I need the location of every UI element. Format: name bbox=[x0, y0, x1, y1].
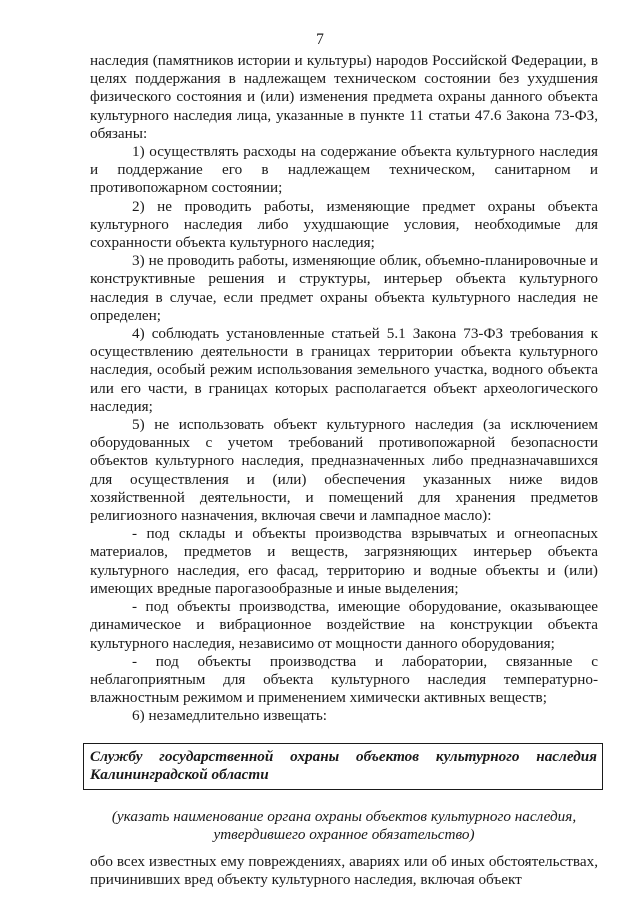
page-number: 7 bbox=[316, 31, 324, 48]
document-body bbox=[90, 52, 598, 890]
obligation-item-2: 2) не проводить работы, изменяющие предмет охраны объекта культурного наследия либо ухудшающие условия, необходимые для сохранности объекта культурного наследия; bbox=[90, 197, 598, 252]
sub-item-laboratories: - под объекты производства и лаборатории, связанные с неблагоприятным для объекта культурного наследия температурно-влажностным режимом и применением химически активных веществ; bbox=[90, 652, 598, 707]
closing-paragraph: обо всех известных ему повреждениях, авариях или об иных обстоятельствах, причинивших вред объекту культурного наследия, включая объект bbox=[90, 853, 598, 889]
authority-field-caption bbox=[90, 808, 598, 844]
obligation-item-6: 6) незамедлительно извещать: bbox=[132, 707, 328, 725]
obligation-item-5: 5) не использовать объект культурного наследия (за исключением оборудованных с учетом требований противопожарной безопасности объектов культурного наследия, предназначенных либо предназначавшихся для осуществления и (или) обеспечения указанных ниже видов хозяйственной деятельности, и помещений для хранения предметов религиозного назначения, включая свечи и лампадное масло): bbox=[90, 416, 598, 525]
authority-caption-line-1: (указать наименование органа охраны объектов культурного наследия, bbox=[111, 807, 577, 825]
sub-item-vibration: - под объекты производства, имеющие оборудование, оказывающее динамическое и вибрационное воздействие на конструкции объекта культурного наследия, независимо от мощности данного оборудования; bbox=[90, 598, 598, 652]
sub-item-warehouses: - под склады и объекты производства взрывчатых и огнеопасных материалов, предметов и веществ, загрязняющих интерьер объекта культурного наследия, его фасад, территорию и водные объекты и (или) имеющих вредные парогазообразные и иные выделения; bbox=[90, 525, 598, 597]
obligation-item-3: 3) не проводить работы, изменяющие облик, объемно-планировочные и конструктивные решения и структуры, интерьер объекта культурного наследия в случае, если предмет охраны объекта культурного наследия не определен; bbox=[90, 252, 598, 324]
obligation-item-4: 4) соблюдать установленные статьей 5.1 Закона 73-ФЗ требования к осуществлению деятельности в границах территории объекта культурного наследия, особый режим использования земельного участка, водного объекта или его части, в границах которых располагается объект археологического наследия; bbox=[90, 325, 598, 415]
obligation-item-1: 1) осуществлять расходы на содержание объекта культурного наследия и поддержание его в надлежащем техническом, санитарном и противопожарном состоянии; bbox=[90, 143, 598, 197]
authority-caption-line-2: утвердившего охранное обязательство) bbox=[213, 825, 475, 843]
intro-paragraph: наследия (памятников истории и культуры) народов Российской Федерации, в целях поддержания в надлежащем техническом состоянии без ухудшения физического состояния и (или) изменения предмета охраны данного объекта культурного наследия лица, указанные в пункте 11 статьи 47.6 Закона 73-ФЗ, обязаны: bbox=[90, 52, 598, 142]
authority-name-box: Службу государственной охраны объектов культурного наследия Калининградской области bbox=[83, 743, 603, 790]
